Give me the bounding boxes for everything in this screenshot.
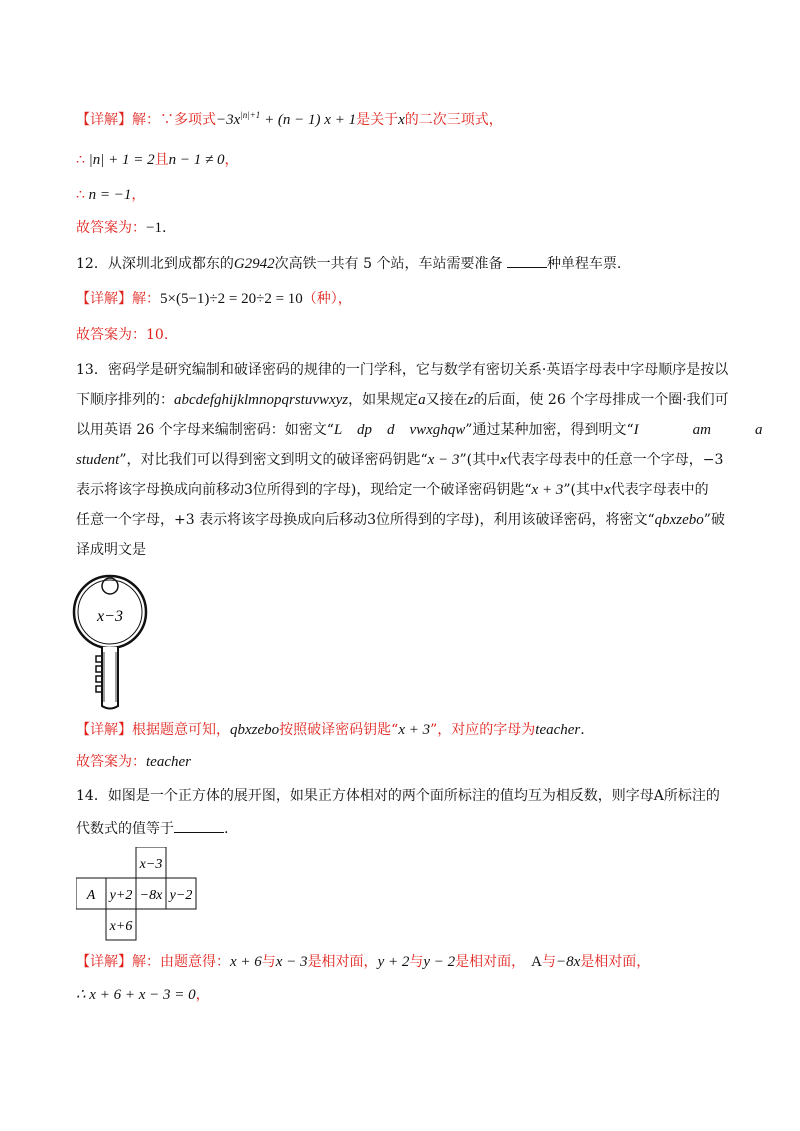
alphabet: abcdefghijklmnopqrstuvwxyz: [174, 392, 349, 408]
text: 按照破译密码钥匙“: [279, 722, 399, 738]
unit-text: （种），: [302, 291, 352, 307]
text: 代数式的值等于: [76, 821, 174, 837]
cipher-text: qbxzebo: [230, 722, 280, 738]
text: 与: [541, 954, 556, 970]
text: 下顺序排列的：: [76, 392, 174, 408]
cell-top-label: x−3: [139, 857, 163, 872]
text: 的后面，使 26 个字母排成一个圈·我们可: [473, 392, 729, 408]
q13-line5: [76, 480, 709, 500]
cell-ym2-label: y−2: [169, 888, 193, 903]
answer-value: −1: [146, 220, 162, 236]
key-label: x−3: [97, 608, 123, 625]
text: 是相对面，: [455, 954, 526, 970]
q12-answer: 故答案为：10.: [76, 327, 169, 343]
text: 根据题意可知，: [132, 722, 230, 738]
letter-A: A: [531, 954, 542, 970]
cell-m8x-label: −8x: [139, 888, 163, 903]
cube-net: [76, 847, 216, 941]
poly-exponent: |n|+1: [240, 110, 261, 120]
text: 表示将该字母换成向前移动3位所得到的字母)，现给定一个破译密码钥匙“: [76, 482, 532, 498]
q11-step2: [76, 185, 145, 205]
text: 以用英语 26 个字母来编制密码：如密文“: [76, 422, 334, 438]
text: ，如果规定: [348, 392, 419, 408]
plain-word: student: [76, 452, 120, 468]
period: .: [224, 821, 229, 837]
text: 解：由题意得：: [132, 954, 230, 970]
answer-blank: [174, 818, 224, 833]
var-x: x: [500, 452, 507, 468]
q13-line4: [76, 450, 723, 470]
calculation: 5×(5−1)÷2 = 20÷2 = 10: [160, 291, 303, 307]
text: ”(其中: [563, 482, 604, 498]
text: ”，对应的字母为: [430, 722, 536, 738]
question-text-b: 次高铁一共有 5 个站，车站需要准备: [274, 256, 503, 272]
answer-value: teacher: [146, 754, 191, 770]
cell-A-label: A: [86, 888, 96, 903]
jie-text: 解：: [132, 291, 160, 307]
equation-1: |n| + 1 = 2: [84, 152, 155, 168]
q13-line7: 译成明文是: [76, 542, 146, 558]
var-x: x: [603, 482, 611, 498]
q11-step1: [76, 150, 239, 170]
therefore-symbol: ∴: [76, 152, 85, 168]
text: 是相对面，: [307, 954, 378, 970]
letter-a: a: [418, 392, 426, 408]
plain-word: I: [633, 422, 639, 438]
question-text-c: 种单程车票.: [546, 256, 622, 272]
q14-detail: [76, 952, 650, 972]
key-expression: x − 3: [427, 452, 460, 468]
text: 是相对面，: [580, 954, 651, 970]
detail-label: 【详解】: [76, 722, 132, 738]
text: ”，对比我们可以得到密文到明文的破译密码钥匙“: [119, 452, 428, 468]
cell-y2-label: y+2: [109, 888, 133, 903]
and-text: 且: [154, 152, 169, 168]
equation-1b: n − 1 ≠ 0: [168, 152, 225, 168]
q13-line6: [76, 510, 725, 530]
comma: ，: [131, 187, 146, 203]
text: ”(其中: [459, 452, 501, 468]
q13-detail: [76, 720, 585, 740]
q13-line3: [76, 420, 762, 440]
text: 与: [261, 954, 276, 970]
expression: y + 2: [377, 954, 410, 970]
train-number: G2942: [233, 256, 275, 272]
question-text-a: 从深圳北到成都东的: [107, 256, 234, 272]
text: ”破: [703, 512, 725, 528]
detail-label: 【详解】: [76, 112, 132, 128]
detail-label: 【详解】: [76, 291, 132, 307]
text: 与: [409, 954, 424, 970]
key-expression: x + 3: [398, 722, 431, 738]
text: 代表字母表中的任意一个字母，−3: [506, 452, 724, 468]
q11-detail-line: [76, 105, 503, 130]
cipher-example: L dp d vwxghqw: [333, 422, 466, 438]
text: ”通过某种加密，得到明文“: [465, 422, 634, 438]
expression: y − 2: [423, 954, 456, 970]
plain-result: teacher: [535, 722, 581, 738]
answer-label: 故答案为：: [76, 754, 146, 770]
q14-line2: [76, 818, 228, 839]
text: 任意一个字母，+3 表示将该字母换成向后移动3位所得到的字母)，利用该破译密码，将密文“: [76, 512, 655, 528]
answer-label: 故答案为：: [76, 220, 146, 236]
expression: −8x: [555, 954, 581, 970]
plain-word: a: [754, 422, 763, 438]
cell-x6-label: x+6: [109, 919, 133, 934]
poly-part-b: + (n − 1) x + 1: [260, 112, 357, 128]
equation-2: n = −1: [84, 187, 132, 203]
q12-question: [76, 253, 621, 274]
period: .: [161, 220, 167, 236]
q14-line1: 14．如图是一个正方体的展开图，如果正方体相对的两个面所标注的值均互为相反数，则字母A所标注的: [76, 788, 720, 804]
q11-answer: [76, 218, 166, 238]
letter-z: z: [467, 392, 474, 408]
about-text: 是关于: [356, 112, 399, 128]
q12-detail: [76, 289, 352, 309]
equation: ∴ x + 6 + x − 3 = 0: [76, 987, 196, 1003]
comma: ，: [195, 987, 210, 1003]
text: 代表字母表中的: [610, 482, 709, 498]
q13-line1: 13．密码学是研究编制和破译密码的规律的一门学科，它与数学有密切关系·英语字母表中字母顺序是按以: [76, 362, 729, 378]
comma: ，: [224, 152, 239, 168]
cipher-text: qbxzebo: [654, 512, 704, 528]
because-symbol: ∵: [160, 112, 174, 128]
therefore-symbol: ∴: [76, 187, 85, 203]
text: 又接在: [425, 392, 468, 408]
q13-answer: [76, 752, 191, 772]
jie-text: 解：: [132, 112, 160, 128]
expression: x + 6: [230, 954, 262, 970]
key-expression: x + 3: [531, 482, 564, 498]
poly-part-a: −3x: [216, 112, 241, 128]
period: .: [580, 722, 585, 738]
var-x: x: [398, 112, 405, 128]
polynomial-expression: [216, 112, 356, 128]
answer-blank: [507, 253, 547, 268]
detail-label: 【详解】: [76, 954, 132, 970]
poly-word: 多项式: [174, 112, 216, 128]
q14-step: [76, 985, 210, 1005]
q13-line2: [76, 390, 729, 410]
question-number: 12．: [76, 256, 108, 272]
plain-word: am: [692, 422, 711, 438]
expression: x − 3: [275, 954, 308, 970]
key-figure: [70, 568, 150, 712]
rest-text: 的二次三项式，: [404, 112, 503, 128]
